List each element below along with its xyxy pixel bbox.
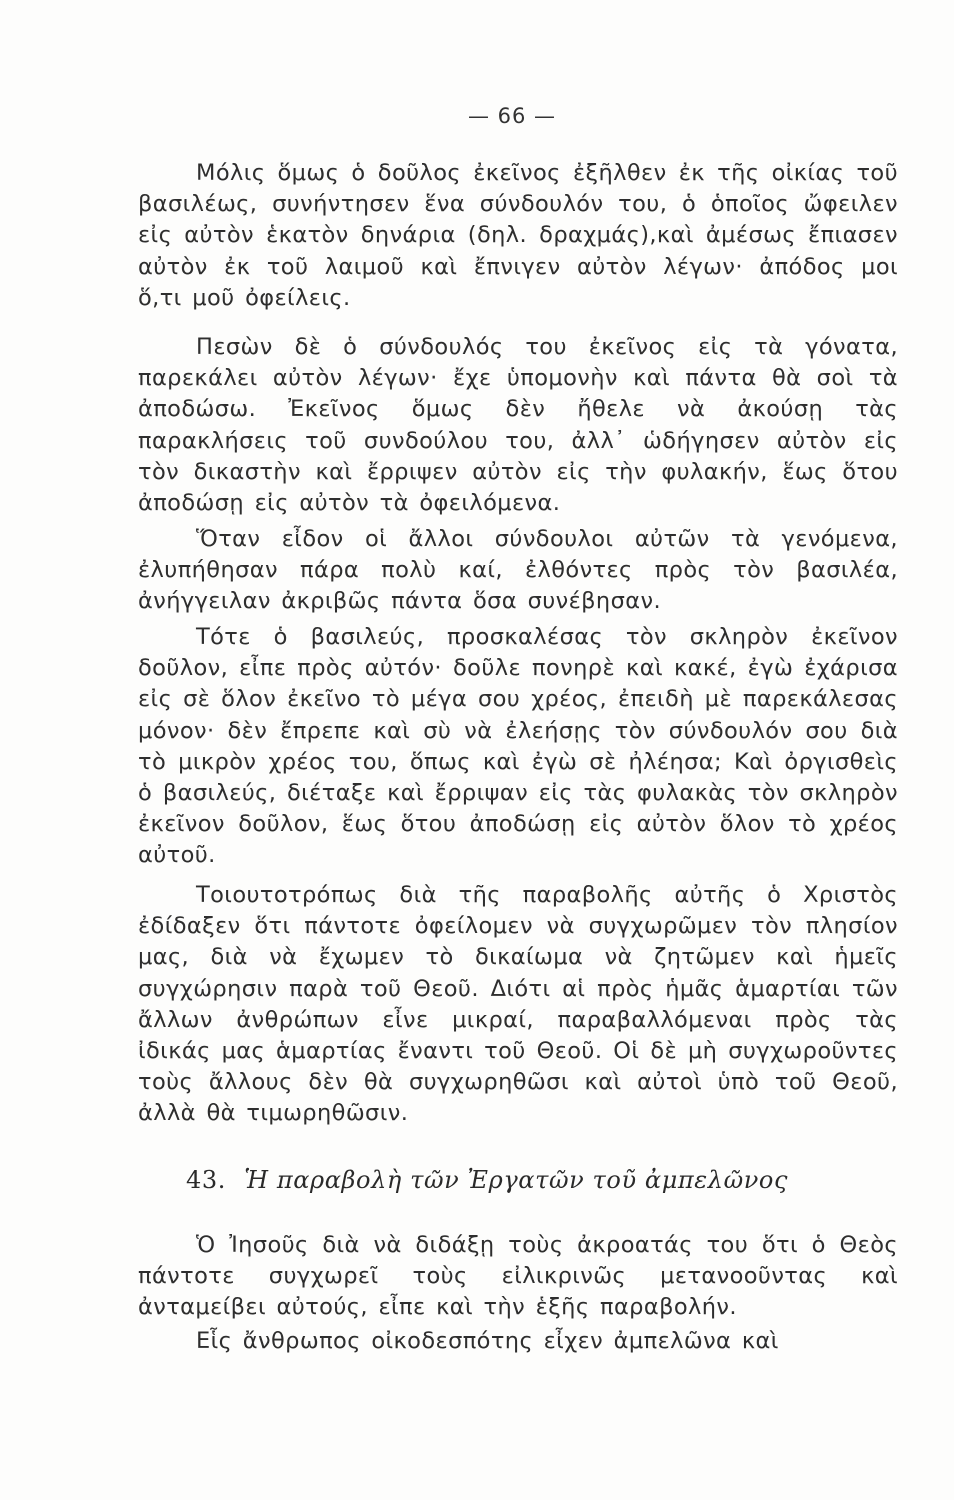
- paragraph: Τότε ὁ βασιλεύς, προσκαλέσας τὸν σκληρὸν ἐκεῖνον δοῦλον, εἶπε πρὸς αὐτόν· δοῦλε πονηρὲ καὶ κακέ, ἐγὼ ἐχάρισα εἰς σὲ ὅλον ἐκεῖνο τὸ μέγα σου χρέος, ἐπειδὴ μὲ παρεκάλεσας μόνον· δὲν ἔπρεπε καὶ σὺ νὰ ἐλεήσῃς τὸν σύνδουλόν σου διὰ τὸ μικρὸν χρέος του, ὅπως καὶ ἐγὼ σὲ ἠλέησα; Καὶ ὀργισθεὶς ὁ βασιλεύς, διέταξε καὶ ἔρριψαν εἰς τὰς φυλακὰς τὸν σκληρὸν ἐκεῖνον δοῦλον, ἕως ὅτου ἀποδώσῃ εἰς αὐτὸν ὅλον τὸ χρέος αὐτοῦ.: [138, 624, 898, 869]
- paragraph-2-block: [138, 332, 898, 519]
- section-paragraph-2-block: [138, 1326, 898, 1357]
- paragraph: Εἷς ἄνθρωπος οἰκοδεσπότης εἶχεν ἀμπελῶνα καὶ: [196, 1328, 779, 1354]
- page-number: — 66 —: [467, 104, 557, 128]
- paragraph: Ὅταν εἶδον οἱ ἄλλοι σύνδουλοι αὐτῶν τὰ γενόμενα, ἐλυπήθησαν πάρα πολὺ καί, ἐλθόντες πρὸς τὸν βασιλέα, ἀνήγγειλαν ἀκριβῶς πάντα ὅσα συνέβησαν.: [138, 526, 898, 615]
- paragraph-3-block: [138, 524, 898, 618]
- paragraph-1-block: [138, 158, 898, 314]
- paragraph: Ὁ Ἰησοῦς διὰ νὰ διδάξῃ τοὺς ἀκροατάς του ὅτι ὁ Θεὸς πάντοτε συγχωρεῖ τοὺς εἰλικρινῶς μετανοοῦντας καὶ ἀνταμείβει αὐτούς, εἶπε καὶ τὴν ἑξῆς παραβολήν.: [138, 1232, 898, 1321]
- paragraph: Τοιουτοτρόπως διὰ τῆς παραβολῆς αὐτῆς ὁ Χριστὸς ἐδίδαξεν ὅτι πάντοτε ὀφείλομεν νὰ συγχωρῶμεν τὸν πλησίον μας, διὰ νὰ ἔχωμεν τὸ δικαίωμα νὰ ζητῶμεν καὶ ἡμεῖς συγχώρησιν παρὰ τοῦ Θεοῦ. Διότι αἱ πρὸς ἡμᾶς ἁμαρτίαι τῶν ἄλλων ἀνθρώπων εἶνε μικραί, παραβαλλόμεναι πρὸς τὰς ἰδικάς μας ἁμαρτίας ἔναντι τοῦ Θεοῦ. Οἱ δὲ μὴ συγχωροῦντες τοὺς ἄλλους δὲν θὰ συγχωρηθῶσι καὶ αὐτοὶ ὑπὸ τοῦ Θεοῦ, ἀλλὰ θὰ τιμωρηθῶσιν.: [138, 882, 898, 1127]
- section-heading: [186, 1166, 886, 1194]
- section-number: 43.: [186, 1166, 226, 1194]
- section-paragraph-1-block: [138, 1230, 898, 1324]
- section-title: Ἡ παραβολὴ τῶν Ἐργατῶν τοῦ ἀμπελῶνος: [244, 1166, 789, 1194]
- paragraph: Μόλις ὅμως ὁ δοῦλος ἐκεῖνος ἐξῆλθεν ἐκ τῆς οἰκίας τοῦ βασιλέως, συνήντησεν ἕνα σύνδουλόν του, ὁ ὁποῖος ὤφειλεν εἰς αὐτὸν ἑκατὸν δηνάρια (δηλ. δραχμάς),καὶ ἀμέσως ἔπιασεν αὐτὸν ἐκ τοῦ λαιμοῦ καὶ ἔπνιγεν αὐτὸν λέγων· ἀπόδος μοι ὅ,τι μοῦ ὀφείλεις.: [138, 160, 898, 311]
- paragraph: Πεσὼν δὲ ὁ σύνδουλός του ἐκεῖνος εἰς τὰ γόνατα, παρεκάλει αὐτὸν λέγων· ἔχε ὑπομονὴν καὶ πάντα θὰ σοὶ τὰ ἀποδώσω. Ἐκεῖνος ὅμως δὲν ἤθελε νὰ ἀκούσῃ τὰς παρακλήσεις τοῦ συνδούλου του, ἀλλ᾽ ὡδήγησεν αὐτὸν εἰς τὸν δικαστὴν καὶ ἔρριψεν αὐτὸν εἰς τὴν φυλακήν, ἕως ὅτου ἀποδώσῃ εἰς αὐτὸν τὰ ὀφειλόμενα.: [138, 334, 898, 517]
- paragraph-4-block: [138, 622, 898, 872]
- paragraph-5-block: [138, 880, 898, 1130]
